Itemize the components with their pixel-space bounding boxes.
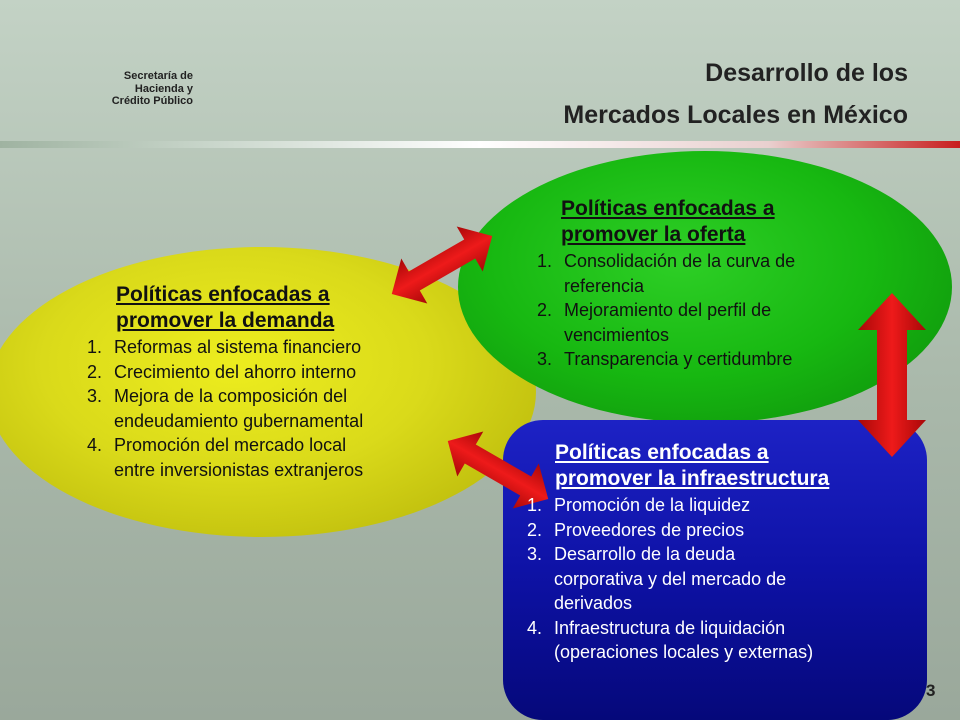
list-item [80,360,450,385]
item-number: 3. [526,544,542,564]
item-number: 2. [536,300,552,320]
item-text: Infraestructura de liquidación [554,617,786,638]
title-line-1: Desarrollo de los [705,59,908,87]
item-text: referencia [564,275,645,296]
item-text: Mejora de la composición del [114,386,348,406]
item-text: entre inversionistas extranjeros [114,459,364,480]
infrastructure-heading-line: promover la infraestructura [555,466,830,490]
list-item [520,493,920,518]
infrastructure-heading [555,440,920,491]
demand-heading-line: promover la demanda [116,308,335,332]
item-text: Consolidación de la curva de [564,251,796,271]
item-text: Mejoramiento del perfil de [564,300,772,320]
list-item [80,335,450,360]
item-text: Transparencia y certidumbre [564,349,793,369]
item-number: 1. [86,337,102,357]
supply-heading-line: Políticas enfocadas a [561,197,775,220]
demand-heading [116,282,450,333]
item-number: 1. [536,251,552,271]
item-text: derivados [554,593,633,613]
item-text: Desarrollo de la deuda [554,544,736,564]
list-item [520,518,920,543]
item-text: (operaciones locales y externas) [554,642,814,662]
list-item [530,347,875,372]
list-item [80,384,450,433]
item-text: corporativa y del mercado de [554,568,787,589]
item-text: Promoción de la liquidez [554,495,751,515]
item-number: 3. [536,349,552,369]
page-number: 3 [926,681,936,700]
item-text: vencimientos [564,324,670,345]
agency-line: Crédito Público [111,95,193,107]
item-number: 2. [86,361,102,382]
item-text: Reformas al sistema financiero [114,337,362,357]
supply-policies [530,196,875,372]
item-number: 3. [86,386,102,406]
item-text: endeudamiento gubernamental [114,410,364,431]
demand-policies [80,282,450,482]
supply-heading-line: promover la oferta [561,222,746,246]
agency-line: Hacienda y [134,82,193,95]
infrastructure-list [520,493,920,665]
item-number: 2. [526,519,542,540]
demand-list [80,335,450,482]
title-line-2: Mercados Locales en México [563,101,908,129]
item-number: 1. [526,495,542,515]
demand-heading-line: Políticas enfocadas a [116,283,330,306]
item-number: 4. [86,435,102,455]
list-item [80,433,450,482]
supply-list [530,249,875,372]
item-text: Crecimiento del ahorro interno [114,361,357,382]
item-text: Promoción del mercado local [114,435,347,455]
item-text: Proveedores de precios [554,519,745,540]
list-item [520,542,920,616]
infrastructure-policies [520,440,920,665]
item-number: 4. [526,617,542,638]
list-item [530,249,875,298]
infrastructure-heading-line: Políticas enfocadas a [555,441,769,464]
list-item [530,298,875,347]
supply-heading [561,196,875,247]
agency-line: Secretaría de [123,70,193,82]
list-item [520,616,920,665]
